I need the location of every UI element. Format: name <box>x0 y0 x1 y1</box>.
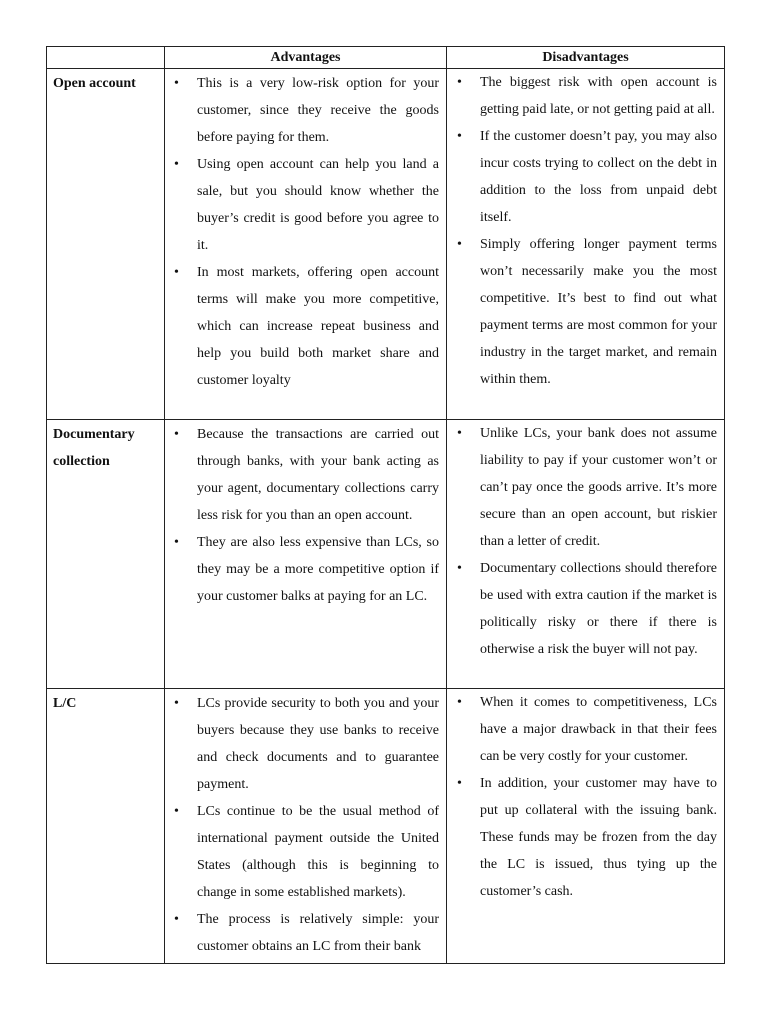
list-item: • LCs continue to be the usual method of international payment outside the United States (although this is beginning to change in some established markets). <box>197 798 439 906</box>
list-item: • Because the transactions are carried out through banks, with your bank acting as your agent, documentary collections carry less risk for you than an open account. <box>197 421 439 529</box>
list-item: • If the customer doesn’t pay, you may also incur costs trying to collect on the debt in addition to the loss from unpaid debt itself. <box>480 123 717 231</box>
advantages-cell <box>165 689 447 964</box>
advantages-list <box>165 689 446 960</box>
row-label: L/C <box>53 696 77 711</box>
disadvantages-cell <box>447 689 725 964</box>
table-row-lc <box>47 689 725 964</box>
list-item: • They are also less expensive than LCs, so they may be a more competitive option if your customer balks at paying for an LC. <box>197 529 439 610</box>
list-item: • Documentary collections should therefore be used with extra caution if the market is politically risky or there if there is otherwise a risk the buyer will not pay. <box>480 555 717 663</box>
row-label-cell <box>47 689 165 964</box>
table-row-documentary-collection <box>47 420 725 689</box>
list-item: • Simply offering longer payment terms won’t necessarily make you the most competitive. It’s best to find out what payment terms are most common for your industry in the target market, and remain within them. <box>480 231 717 393</box>
disadvantages-cell <box>447 420 725 689</box>
list-item: • In addition, your customer may have to put up collateral with the issuing bank. These funds may be frozen from the day the LC is issued, thus tying up the customer’s cash. <box>480 770 717 905</box>
list-item: • The process is relatively simple: your customer obtains an LC from their bank <box>197 906 439 960</box>
row-label: Open account <box>53 76 136 91</box>
row-label-cell <box>47 69 165 420</box>
row-label-cell <box>47 420 165 689</box>
advantages-list <box>165 69 446 394</box>
header-disadvantages: Disadvantages <box>447 47 725 69</box>
list-item: • Unlike LCs, your bank does not assume liability to pay if your customer won’t or can’t pay once the goods arrive. It’s more secure than an open account, but riskier than a letter of credit. <box>480 420 717 555</box>
header-advantages: Advantages <box>165 47 447 69</box>
table-row-open-account <box>47 69 725 420</box>
advantages-cell <box>165 420 447 689</box>
disadvantages-cell <box>447 69 725 420</box>
comparison-table <box>46 46 725 964</box>
disadvantages-list <box>447 69 724 393</box>
advantages-cell <box>165 69 447 420</box>
header-row <box>47 47 725 69</box>
row-label: Documentary collection <box>53 427 135 469</box>
list-item: • LCs provide security to both you and your buyers because they use banks to receive and check documents and to guarantee payment. <box>197 690 439 798</box>
header-corner-cell <box>47 47 165 69</box>
disadvantages-list <box>447 420 724 663</box>
list-item: • This is a very low-risk option for your customer, since they receive the goods before paying for them. <box>197 70 439 151</box>
list-item: • When it comes to competitiveness, LCs have a major drawback in that their fees can be very costly for your customer. <box>480 689 717 770</box>
list-item: • Using open account can help you land a sale, but you should know whether the buyer’s credit is good before you agree to it. <box>197 151 439 259</box>
list-item: • In most markets, offering open account terms will make you more competitive, which can increase repeat business and help you build both market share and customer loyalty <box>197 259 439 394</box>
disadvantages-list <box>447 689 724 905</box>
list-item: • The biggest risk with open account is getting paid late, or not getting paid at all. <box>480 69 717 123</box>
advantages-list <box>165 420 446 610</box>
